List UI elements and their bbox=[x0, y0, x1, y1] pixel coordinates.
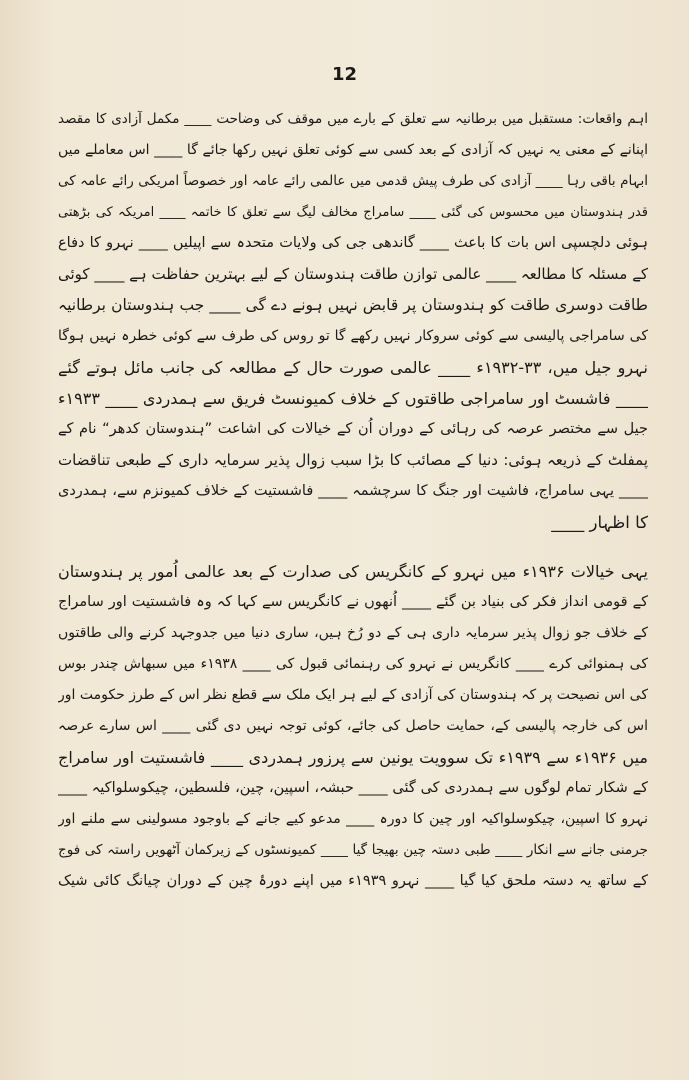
text-line: اپنانے کے معنی یہ نہیں کہ آزادی کے بعد کسی سے کوئی تعلق نہیں رکھا جائے گا ____ اس معاملے میں bbox=[58, 142, 648, 158]
text-line: کی ہمنوائی کرے ____ کانگریس نے نہرو کی رہنمائی قبول کی ____ ۱۹۳۸ء میں سبھاش چندر بوس bbox=[58, 656, 648, 672]
text-line: کے خلاف جو زوال پذیر سرمایہ داری ہی کے دو رُخ ہیں، ساری دنیا میں جدوجہد کرنے والی طاقتوں bbox=[58, 625, 648, 641]
text-line: کے شکار تمام لوگوں سے ہمدردی کی گئی ____ حبشہ، اسپین، چین، فلسطین، چیکوسلواکیہ ____ bbox=[58, 780, 648, 796]
text-line: نہرو جیل میں، ۳۳-۱۹۳۲ء ____ عالمی صورت حال کے مطالعہ کی جانب مائل ہوتے گئے bbox=[58, 358, 648, 377]
paragraph-2 bbox=[58, 556, 648, 897]
text-line: قدر ہندوستان میں محسوس کی گئی ____ سامراج مخالف لیگ سے تعلق کا خاتمہ ____ امریکہ کی بڑھتی bbox=[58, 205, 648, 220]
text-line: جرمنی جانے سے انکار ____ طبی دستہ چین بھیجا گیا ____ کمیونسٹوں کے زیرکمان آٹھویں راستہ کی فوج bbox=[58, 842, 648, 858]
text-line: کا اظہار ____ bbox=[551, 513, 648, 532]
text-line: طاقت دوسری طاقت کو ہندوستان پر قابض نہیں ہونے دے گی ____ جب ہندوستان برطانیہ bbox=[58, 296, 648, 314]
text-line: میں ۱۹۳۶ء سے ۱۹۳۹ء تک سوویت یونین سے پرزور ہمدردی ____ فاشستیت اور سامراج bbox=[58, 748, 648, 767]
text-line: اہم واقعات: مستقبل میں برطانیہ سے تعلق کے بارے میں موقف کی وضاحت ____ مکمل آزادی کا مقصد bbox=[58, 111, 648, 127]
text-line: اس کی خارجہ پالیسی کے، حمایت حاصل کی جائے، کوئی توجہ نہیں دی گئی ____ اس سارے عرصہ bbox=[58, 718, 648, 734]
text-line: پمفلٹ کے ذریعہ ہوئی: دنیا کے مصائب کا بڑا سبب زوال پذیر سرمایہ داری کے طبعی تناقضات bbox=[58, 451, 648, 469]
page-number: 12 bbox=[331, 64, 358, 85]
text-line: کے مسئلہ کا مطالعہ ____ عالمی توازن طاقت ہندوستان کے لیے بہترین حفاظت ہے ____ کوئی bbox=[58, 265, 648, 283]
text-line: کی سامراجی پالیسی سے کوئی سروکار نہیں رکھے گا تو روس کی طرف سے کوئی خطرہ نہیں ہوگا bbox=[58, 328, 648, 344]
text-line: کے ساتھ یہ دستہ ملحق کیا گیا ____ نہرو ۱۹۳۹ء میں اپنے دورۂ چین کے دوران چیانگ کائی شیک bbox=[58, 873, 648, 889]
text-line: جیل سے مختصر عرصہ کی رہائی کے دوران اُن کے خیالات کی اشاعت ”ہندوستان کدھر“ نام کے bbox=[58, 421, 648, 437]
text-line: نہرو کا اسپین، چیکوسلواکیہ اور چین کا دورہ ____ مدعو کیے جانے کے باوجود مسولینی سے ملنے اور bbox=[58, 811, 648, 827]
text-line: ہوئی دلچسپی اس بات کا باعث ____ گاندھی جی کی ولایات متحدہ سے اپیلیں ____ نہرو کا دفاع bbox=[58, 235, 648, 251]
body-text bbox=[58, 104, 648, 897]
text-line: کے قومی انداز فکر کی بنیاد بن گئے ____ اُنھوں نے کانگریس سے کہا کہ وہ فاشستیت اور سامراج bbox=[58, 594, 648, 610]
text-line: ____ فاشسٹ اور سامراجی طاقتوں کے خلاف کمیونسٹ فریق سے ہمدردی ____ ۱۹۳۳ء bbox=[58, 389, 648, 408]
paragraph-gap bbox=[58, 538, 648, 556]
text-line: کی اس نصیحت پر کہ ہندوستان کی آزادی کے لیے ہر ایک ملک سے قطع نظر اس کے طرز حکومت اور bbox=[58, 687, 648, 703]
paragraph-1 bbox=[58, 104, 648, 538]
text-line: یہی خیالات ۱۹۳۶ء میں نہرو کے کانگریس کی صدارت کے بعد عالمی اُمور پر ہندوستان bbox=[58, 562, 648, 581]
text-line: ابہام باقی رہا ____ آزادی کی طرف پیش قدمی میں عالمی رائے عامہ اور خصوصاً امریکی رائے عامہ کی bbox=[58, 173, 648, 189]
text-line: ____ یہی سامراج، فاشیت اور جنگ کا سرچشمہ ____ فاشستیت کے خلاف کمیونزم سے، ہمدردی bbox=[58, 483, 648, 499]
